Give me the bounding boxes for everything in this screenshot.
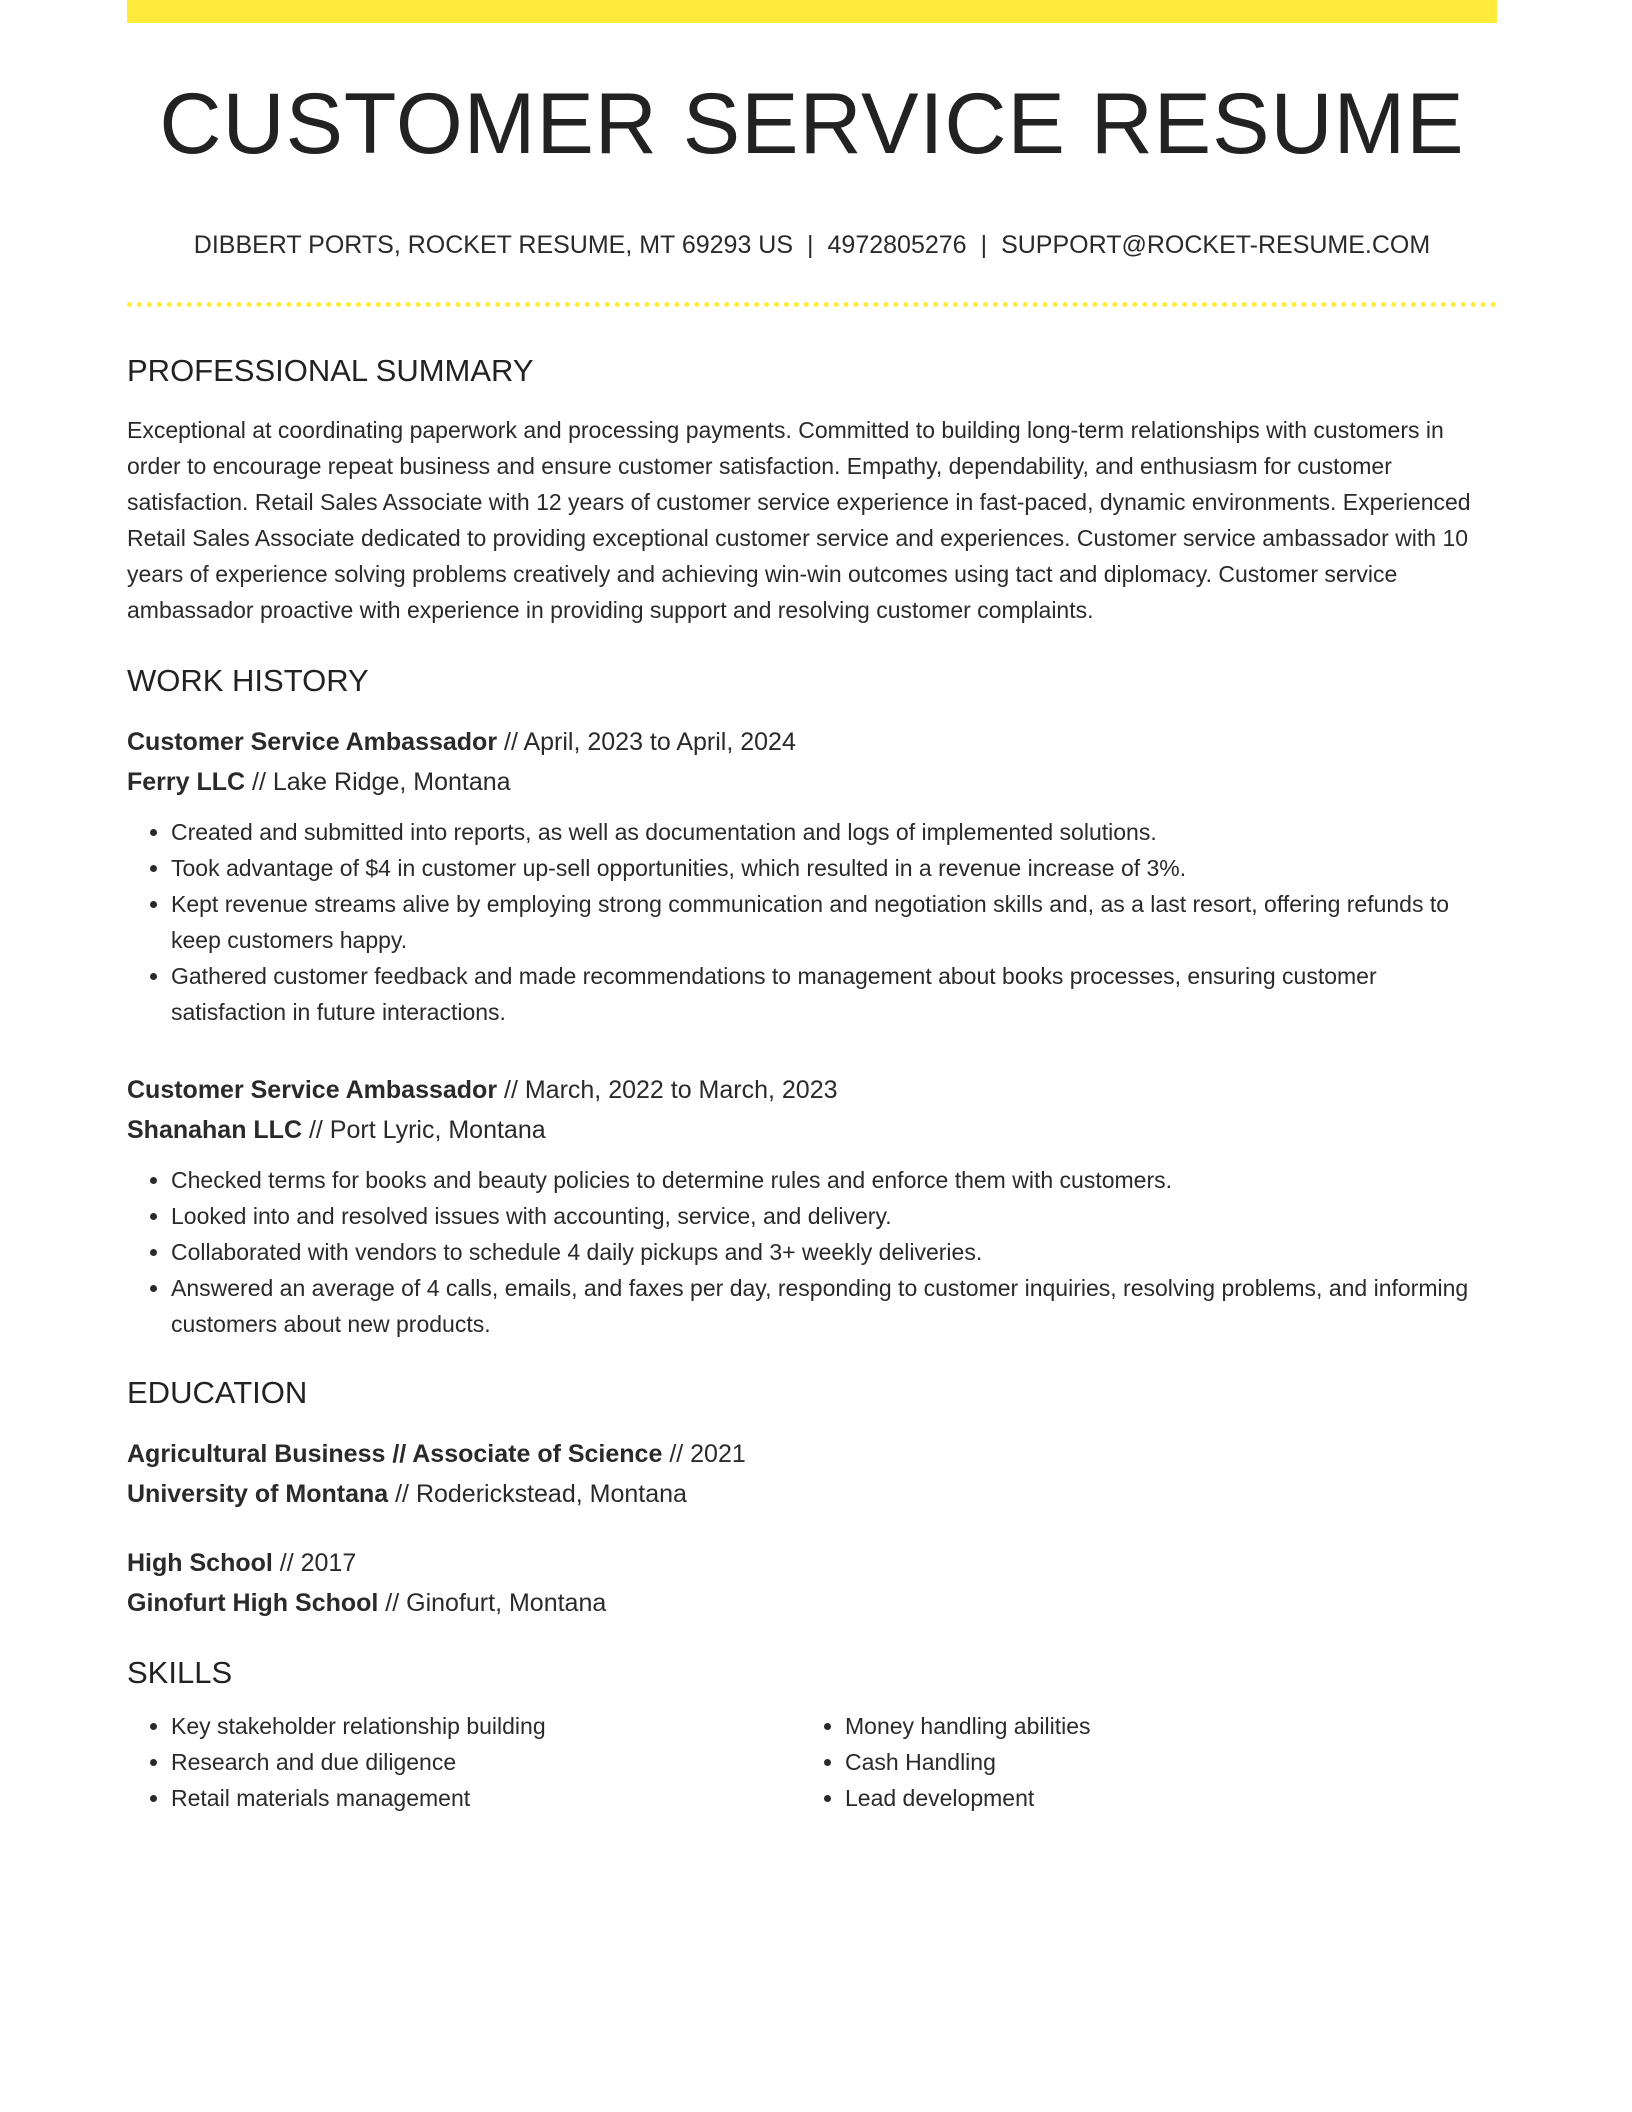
skills-heading: SKILLS	[127, 1655, 233, 1690]
edu-school-line	[127, 1474, 1497, 1514]
summary-heading: PROFESSIONAL SUMMARY	[127, 353, 534, 388]
list-item: • Kept revenue streams alive by employing strong communication and negotiation skills and, as a last resort, offering refunds to keep customers happy.	[171, 886, 1497, 958]
edu-school-line	[127, 1583, 1497, 1623]
job-dates: // March, 2022 to March, 2023	[497, 1076, 838, 1104]
contact-address: DIBBERT PORTS, ROCKET RESUME, MT 69293 US	[193, 231, 794, 259]
education-entry	[127, 1543, 1497, 1623]
contact-separator: |	[807, 231, 814, 259]
job-dates: // April, 2023 to April, 2024	[497, 728, 796, 756]
list-item: • Gathered customer feedback and made recommendations to management about books processes, ensuring customer satisfaction in future interactions.	[171, 958, 1497, 1030]
page-title: CUSTOMER SERVICE RESUME	[159, 76, 1465, 172]
education-heading: EDUCATION	[127, 1375, 308, 1410]
job-title-line	[127, 1070, 1497, 1110]
edu-degree-line	[127, 1434, 1497, 1474]
list-item: • Looked into and resolved issues with accounting, service, and delivery.	[171, 1198, 1497, 1234]
skill-item: • Cash Handling	[845, 1744, 1475, 1780]
contact-line	[127, 233, 1497, 258]
work-history-heading: WORK HISTORY	[127, 663, 369, 698]
edu-degree: High School	[127, 1549, 273, 1577]
skills-column-left	[127, 1708, 801, 1816]
summary-text: Exceptional at coordinating paperwork and processing payments. Committed to building long-term relationships with customers in order to encourage repeat business and ensure customer satisfaction. Empathy, dependability, and enthusiasm for customer satisfaction. Retail Sales Associate with 12 years of customer service experience in fast-paced, dynamic environments. Experienced Retail Sales Associate dedicated to providing exceptional customer service and experiences. Customer service ambassador with 10 years of experience solving problems creatively and achieving win-win outcomes using tact and diplomacy. Customer service ambassador proactive with experience in providing support and resolving customer complaints.	[127, 417, 1471, 623]
edu-school: University of Montana	[127, 1480, 389, 1508]
contact-email: SUPPORT@ROCKET-RESUME.COM	[1001, 231, 1431, 259]
edu-year: // 2017	[272, 1549, 357, 1577]
job-location: // Lake Ridge, Montana	[245, 768, 511, 796]
skills-column-right	[801, 1708, 1475, 1816]
list-item: • Answered an average of 4 calls, emails, and faxes per day, responding to customer inquiries, resolving problems, and informing customers about new products.	[171, 1270, 1497, 1342]
contact-separator: |	[980, 231, 988, 259]
job-entry	[127, 722, 1497, 1030]
edu-year: // 2021	[662, 1440, 746, 1468]
education-entry	[127, 1434, 1497, 1514]
list-item: • Took advantage of $4 in customer up-sell opportunities, which resulted in a revenue increase of 3%.	[171, 850, 1497, 886]
job-title-line	[127, 722, 1497, 762]
job-company: Shanahan LLC	[127, 1116, 303, 1144]
skills-list	[127, 1708, 1497, 1816]
skill-item: • Retail materials management	[171, 1780, 801, 1816]
job-location: // Port Lyric, Montana	[302, 1116, 546, 1144]
contact-phone: 4972805276	[827, 231, 967, 259]
job-company-line	[127, 762, 1497, 802]
job-title: Customer Service Ambassador	[127, 1076, 498, 1104]
skill-item: • Money handling abilities	[845, 1708, 1475, 1744]
job-bullets	[127, 814, 1497, 1030]
list-item: • Created and submitted into reports, as well as documentation and logs of implemented solutions.	[171, 814, 1497, 850]
edu-location: // Roderickstead, Montana	[388, 1480, 687, 1508]
skill-item: • Lead development	[845, 1780, 1475, 1816]
job-title: Customer Service Ambassador	[127, 728, 498, 756]
skill-item: • Research and due diligence	[171, 1744, 801, 1780]
job-entry	[127, 1070, 1497, 1342]
edu-degree: Agricultural Business // Associate of Science	[127, 1440, 663, 1468]
job-company-line	[127, 1110, 1497, 1150]
skill-item: • Key stakeholder relationship building	[171, 1708, 801, 1744]
job-company: Ferry LLC	[127, 768, 246, 796]
top-accent-bar	[127, 0, 1497, 23]
list-item: • Collaborated with vendors to schedule 4 daily pickups and 3+ weekly deliveries.	[171, 1234, 1497, 1270]
edu-degree-line	[127, 1543, 1497, 1583]
edu-school: Ginofurt High School	[127, 1589, 379, 1617]
resume-page	[127, 0, 1497, 1816]
list-item: • Checked terms for books and beauty policies to determine rules and enforce them with customers.	[171, 1162, 1497, 1198]
job-bullets	[127, 1162, 1497, 1342]
edu-location: // Ginofurt, Montana	[378, 1589, 607, 1617]
dotted-divider	[127, 302, 1497, 307]
